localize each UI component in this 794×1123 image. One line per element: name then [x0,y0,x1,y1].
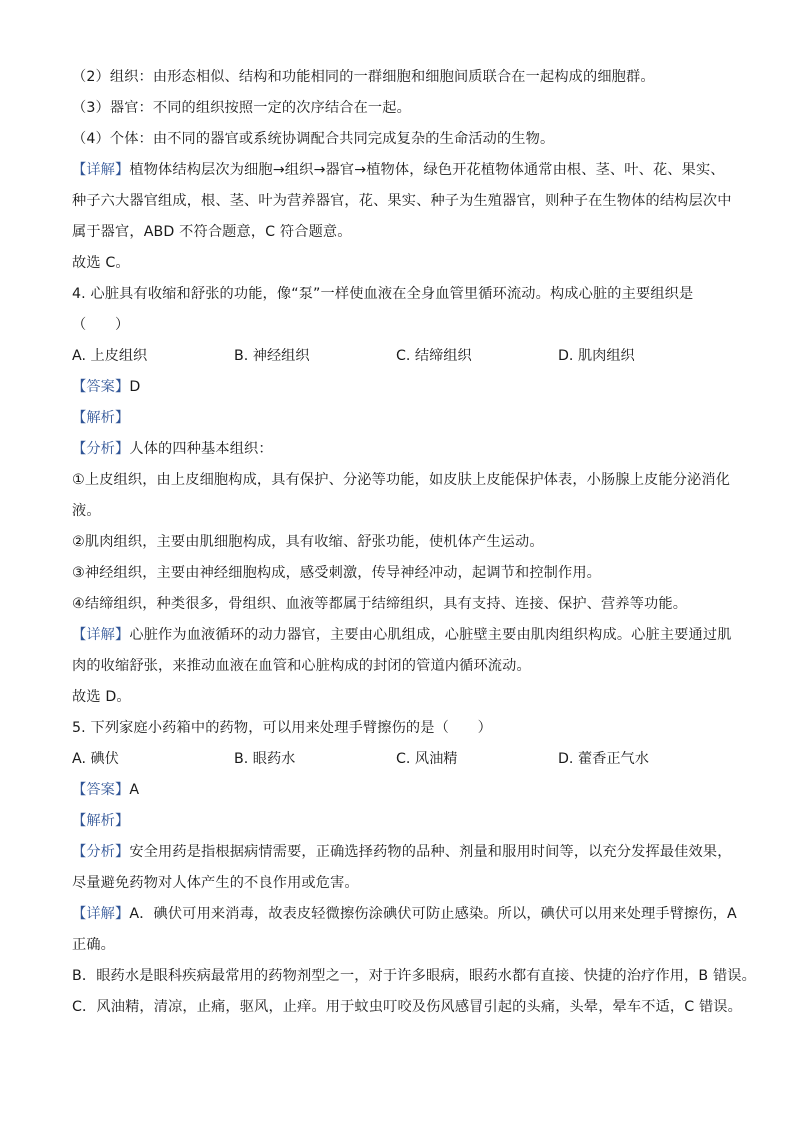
q4-question-line-2: （ ） [72,317,130,333]
q4-option-b: B. 神经组织 [234,348,310,364]
intro-item-individual: （4）个体：由不同的器官或系统协调配合共同完成复杂的生命活动的生物。 [72,131,555,147]
q4-option-a: A. 上皮组织 [72,348,148,364]
q5-options [72,744,732,775]
q5-detail-a-line-1 [72,899,737,930]
q4-analysis-heading [72,403,732,434]
q5-fenxi-line-2: 尽量避免药物对人体产生的不良作用或危害。 [72,875,359,891]
fenxi-tag: 【分析】 [72,844,130,860]
q4-item-1-line-1: ①上皮组织，由上皮细胞构成，具有保护、分泌等功能，如皮肤上皮能保护体表，小肠腺上皮能分泌消化 [72,472,731,488]
q5-option-b: B. 眼药水 [234,751,296,767]
q4-option-c: C. 结缔组织 [396,348,472,364]
q5-answer [72,775,732,806]
analysis-tag: 【解析】 [72,410,130,426]
q4-item-4: ④结缔组织，种类很多，骨组织、血液等都属于结缔组织，具有支持、连接、保护、营养等功能。 [72,596,688,612]
q4-item-3: ③神经组织，主要由神经细胞构成，感受刺激，传导神经冲动，起调节和控制作用。 [72,565,602,581]
fenxi-tag: 【分析】 [72,441,130,457]
q4-fenxi-text: 人体的四种基本组织： [129,441,273,457]
q5-detail-a-text: A．碘伏可用来消毒，故表皮轻微擦伤涂碘伏可防止感染。所以，碘伏可以用来处理手臂擦伤，A [129,906,737,922]
q5-detail-c: C．风油精，清凉，止痛，驱风，止痒。用于蚊虫叮咬及伤风感冒引起的头痛，头晕，晕车不适，C 错误。 [72,999,742,1015]
q4-detail-line-1 [72,620,732,651]
q5-fenxi-text: 安全用药是指根据病情需要，正确选择药物的品种、剂量和服用时间等，以充分发挥最佳效果， [129,844,732,860]
analysis-tag: 【解析】 [72,813,130,829]
q5-detail-b: B．眼药水是眼科疾病最常用的药物剂型之一，对于许多眼病，眼药水都有直接、快捷的治疗作用，B 错误。 [72,968,756,984]
document-page [72,62,756,1023]
q3-conclusion: 故选 C。 [72,255,130,271]
q5-option-d: D. 藿香正气水 [558,751,649,767]
detail-tag: 【详解】 [72,162,130,178]
answer-tag: 【答案】 [72,379,130,395]
q5-question: 5. 下列家庭小药箱中的药物，可以用来处理手臂擦伤的是（ ） [72,720,492,736]
q3-detail-text: 植物体结构层次为细胞→组织→器官→植物体，绿色开花植物体通常由根、茎、叶、花、果实、 [129,162,725,178]
intro-item-tissue: （2）组织：由形态相似、结构和功能相同的一群细胞和细胞间质联合在一起构成的细胞群。 [72,69,655,85]
q4-fenxi [72,434,732,465]
q3-detail-line-1 [72,155,732,186]
detail-tag: 【详解】 [72,627,130,643]
q5-option-a: A. 碘伏 [72,751,119,767]
q4-item-2: ②肌肉组织，主要由肌细胞构成，具有收缩、舒张功能，使机体产生运动。 [72,534,544,550]
intro-item-organ: （3）器官：不同的组织按照一定的次序结合在一起。 [72,100,411,116]
q5-answer-value: A [129,782,140,798]
q5-detail-a-line-2: 正确。 [72,937,116,953]
q3-detail-line-2: 种子六大器官组成，根、茎、叶为营养器官，花、果实、种子为生殖器官，则种子在生物体的结构层次中 [72,193,732,209]
q5-option-c: C. 风油精 [396,751,458,767]
answer-tag: 【答案】 [72,782,130,798]
q4-conclusion: 故选 D。 [72,689,131,705]
q4-answer-value: D [129,379,141,395]
q5-fenxi-line-1 [72,837,732,868]
detail-tag: 【详解】 [72,906,130,922]
q4-answer [72,372,732,403]
q4-option-d: D. 肌肉组织 [558,348,635,364]
q4-question-line-1: 4. 心脏具有收缩和舒张的功能，像“泵”一样使血液在全身血管里循环流动。构成心脏的主要组织是 [72,286,694,302]
q3-detail-line-3: 属于器官，ABD 不符合题意，C 符合题意。 [72,224,352,240]
q4-options [72,341,732,372]
q4-detail-text: 心脏作为血液循环的动力器官，主要由心肌组成，心脏壁主要由肌肉组织构成。心脏主要通过肌 [129,627,732,643]
q4-item-1-line-2: 液。 [72,503,101,519]
q5-analysis-heading [72,806,732,837]
q4-detail-line-2: 肉的收缩舒张，来推动血液在血管和心脏构成的封闭的管道内循环流动。 [72,658,531,674]
